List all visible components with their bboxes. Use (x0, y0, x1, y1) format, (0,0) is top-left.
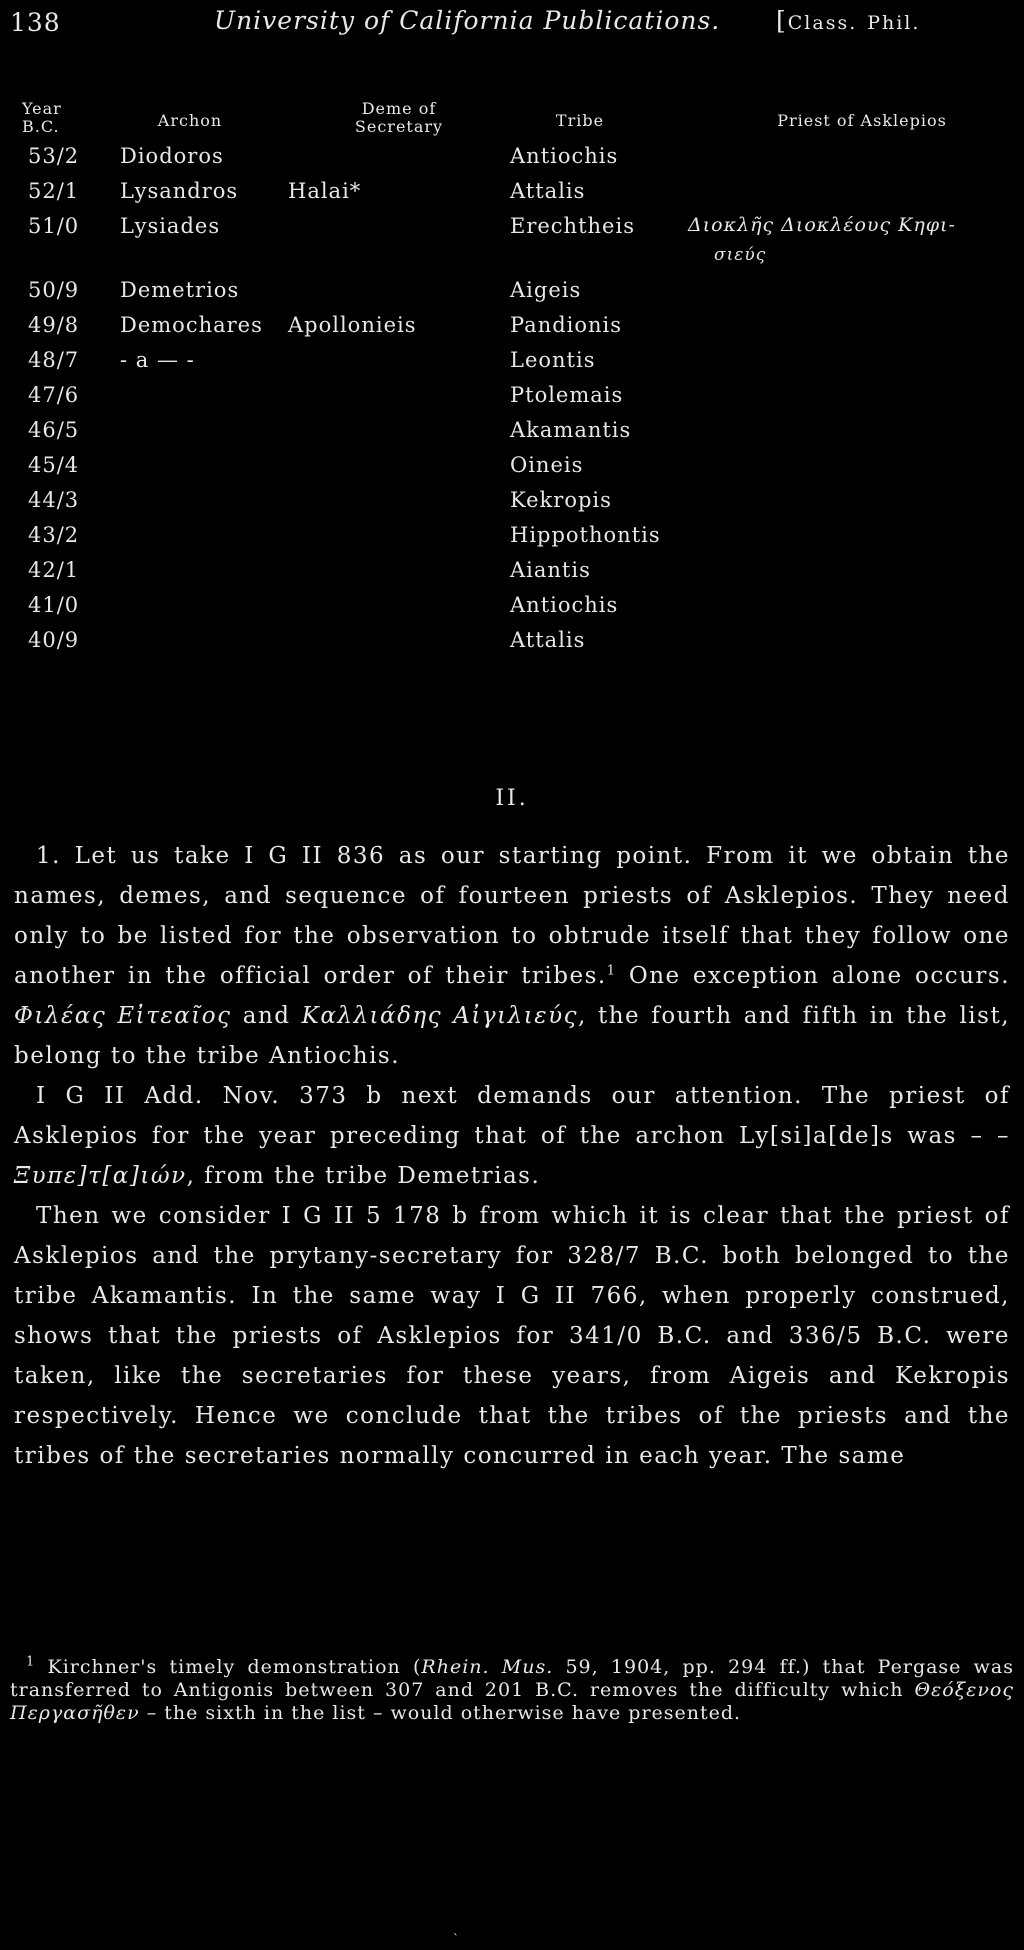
cell-year: 46/5 (28, 418, 80, 442)
cell-deme: Halai* (288, 179, 362, 203)
cell-tribe: Attalis (510, 179, 586, 203)
series-phil-label: Phil. (867, 12, 921, 34)
p1-text-c: and (231, 1003, 302, 1029)
cell-year: 48/7 (28, 348, 80, 372)
col-header-year: Year B.C. (22, 99, 62, 136)
paragraph-1 (14, 836, 1010, 1076)
p1-text-a: 1. Let us take I G II 836 as our starting point. From it we obtain the names, demes, and sequence of fourteen priests of Asklepios. They need only to be listed for the observation to obtrude itself that they follow one another in the official order of their tribes. (14, 843, 1010, 989)
cell-tribe: Hippothontis (510, 523, 661, 547)
cell-archon: Lysiades (120, 214, 221, 238)
p1-text-b: One exception alone occurs. (616, 963, 1011, 989)
greek-name-kalliades: Καλλιάδης Αἰγιλιεύς (301, 1003, 578, 1029)
cell-priest: Διοκλῆς Διοκλέους Κηφι- (688, 214, 956, 236)
col-header-deme: Deme of Secretary (354, 99, 444, 136)
paragraph-3: Then we consider I G II 5 178 b from which it is clear that the priest of Asklepios and the prytany-secretary for 328/7 B.C. both belonged to the tribe Akamantis. In the same way I G II 766, when properly construed, shows that the priests of Asklepios for 341/0 B.C. and 336/5 B.C. were taken, like the secretaries for these years, from Aigeis and Kekropis respectively. Hence we conclude that the tribes of the priests and the tribes of the secretaries normally concurred in each year. The same (14, 1203, 1010, 1469)
cell-year: 52/1 (28, 179, 80, 203)
cell-archon: Lysandros (120, 179, 239, 203)
page-header (0, 0, 1024, 52)
cell-deme: Apollonieis (288, 313, 417, 337)
series-class (776, 6, 920, 35)
cell-archon: - a — - (120, 348, 195, 372)
cell-year: 51/0 (28, 214, 80, 238)
table-body (0, 144, 1024, 663)
table-row (0, 593, 1024, 628)
running-title: University of California Publications. (214, 6, 721, 35)
series-bracket: [ (776, 6, 788, 35)
cell-archon: Demetrios (120, 278, 240, 302)
footnote (10, 1656, 1014, 1725)
footnote-greek-name: Θεόξενος Περγασῆθεν (10, 1679, 1014, 1724)
p2-text-a: I G II Add. Nov. 373 b next demands our attention. The priest of Asklepios for the year preceding that of the archon Ly[si]a[de]s was – – (14, 1083, 1010, 1149)
cell-tribe: Ptolemais (510, 383, 624, 407)
greek-name-xypetaion: Ξυπε]τ[α]ιών (14, 1163, 187, 1189)
footnote-marker: 1 (26, 1654, 36, 1670)
cell-tribe: Attalis (510, 628, 586, 652)
footnote-text-b: 59, 1904, pp. 294 ff.) that Pergase was transferred to Antigonis between 307 and 201 B.C. removes the difficulty which (10, 1656, 1014, 1701)
footnote-ref: 1 (606, 963, 617, 979)
table-row (0, 348, 1024, 383)
footnote-journal: Rhein. Mus. (421, 1656, 554, 1678)
cell-tribe: Antiochis (510, 593, 619, 617)
series-class-label: Class. (787, 12, 858, 34)
cell-tribe: Kekropis (510, 488, 612, 512)
table-row (0, 488, 1024, 523)
cell-year: 45/4 (28, 453, 80, 477)
p1-text-d: , the fourth and fifth in the list, belong to the tribe Antiochis. (14, 1003, 1011, 1069)
table-row (0, 558, 1024, 593)
cell-tribe: Akamantis (510, 418, 632, 442)
table-row (0, 453, 1024, 488)
p2-text-b: , from the tribe Demetrias. (186, 1163, 541, 1189)
cell-priest-continued: σιεύς (714, 245, 767, 265)
table-row (0, 628, 1024, 663)
col-header-priest: Priest of Asklepios (777, 111, 947, 130)
cell-year: 40/9 (28, 628, 80, 652)
col-header-archon: Archon (157, 111, 223, 130)
footnote-text (10, 1656, 1014, 1725)
cell-tribe: Aigeis (510, 278, 582, 302)
cell-tribe: Oineis (510, 453, 584, 477)
table-header (0, 100, 1024, 144)
footnote-text-c: – the sixth in the list – would otherwise have presented. (139, 1702, 742, 1724)
table-row (0, 144, 1024, 179)
body-text (14, 836, 1010, 1476)
section-number: II. (495, 786, 529, 811)
table-row (0, 418, 1024, 453)
cell-tribe: Leontis (510, 348, 596, 372)
cell-year: 41/0 (28, 593, 80, 617)
archon-table (0, 100, 1024, 663)
greek-name-phileas: Φιλέας Εἰτεαῖος (14, 1003, 232, 1029)
cell-year: 53/2 (28, 144, 80, 168)
cell-tribe: Aiantis (510, 558, 591, 582)
cell-archon: Demochares (120, 313, 263, 337)
page-number: 138 (10, 8, 61, 37)
table-row (0, 278, 1024, 313)
cell-year: 43/2 (28, 523, 80, 547)
cell-year: 44/3 (28, 488, 80, 512)
table-row (0, 523, 1024, 558)
cell-tribe: Pandionis (510, 313, 623, 337)
table-row (0, 214, 1024, 278)
stray-mark: ` (453, 1932, 459, 1946)
paragraph-2 (14, 1076, 1010, 1196)
cell-tribe: Antiochis (510, 144, 619, 168)
cell-tribe: Erechtheis (510, 214, 635, 238)
cell-year: 50/9 (28, 278, 80, 302)
cell-archon: Diodoros (120, 144, 224, 168)
table-row (0, 179, 1024, 214)
cell-year: 49/8 (28, 313, 80, 337)
cell-year: 42/1 (28, 558, 80, 582)
col-header-tribe: Tribe (555, 111, 605, 130)
table-row (0, 313, 1024, 348)
table-row (0, 383, 1024, 418)
footnote-text-a: Kirchner's timely demonstration ( (35, 1656, 422, 1678)
cell-year: 47/6 (28, 383, 80, 407)
